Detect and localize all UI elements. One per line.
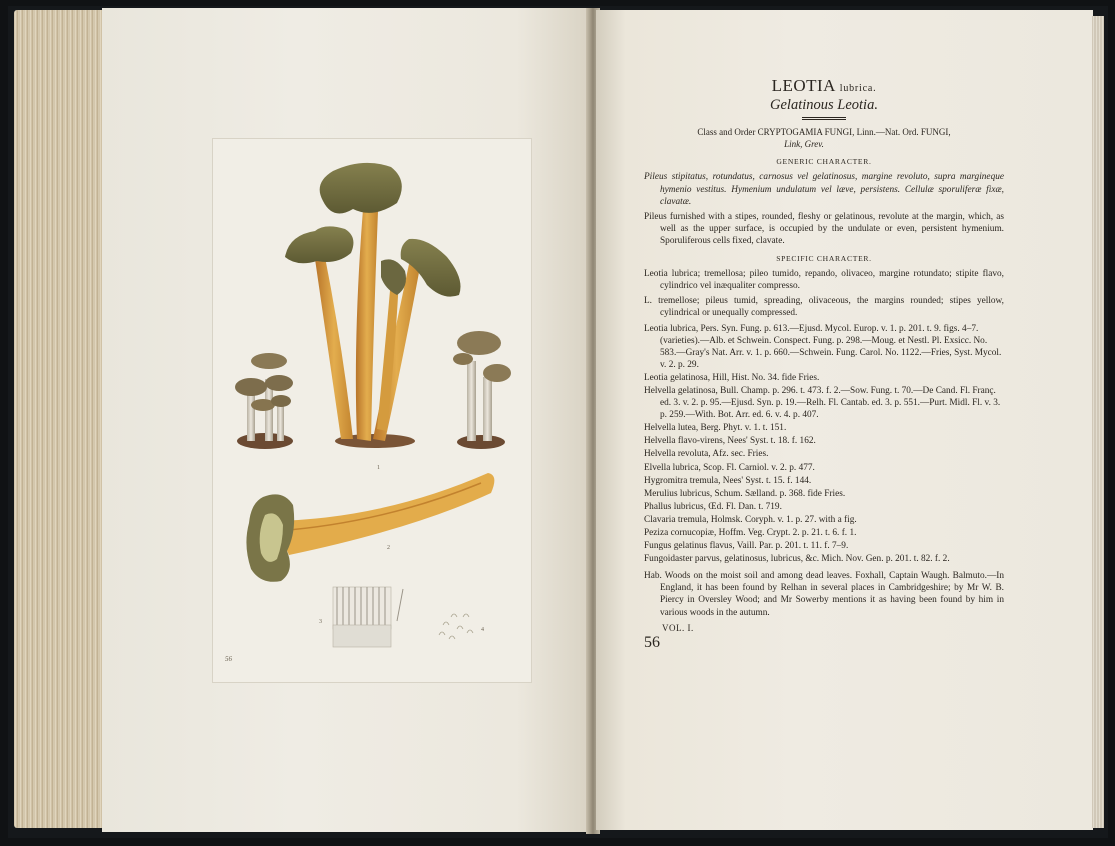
plate-number: 56 [225,655,232,663]
synonym-entry: Phallus lubricus, Œd. Fl. Dan. t. 719. [644,501,782,512]
generic-character-latin: Pileus stipitatus, rotundatus, carnosus vel gelatinosus, margine revoluto, supra margineque hymenio vestitus. Hymenium undulatum vel læve, persistens. Cellulæ sporuliferæ fixæ, clavatæ. [644,172,1004,207]
left-page [102,8,589,832]
synonym-list [644,323,1004,566]
synonym-entry: Hygromitra tremula, Nees' Syst. t. 15. f. 144. [644,475,812,486]
specific-character-heading: SPECIFIC CHARACTER. [776,254,872,264]
synonym-entry: Leotia lubrica, Pers. Syn. Fung. p. 613.—Ejusd. Mycol. Europ. v. 1. p. 201. t. 9. figs. 4–7. (varieties).—Alb. et Schwein. Conspect. Fung. p. 298.—Moug. et Nestl. Pl. Exsicc. No. 583.—Gray's Nat. Arr. v. 1. p. 660.—Schwein. Fung. Carol. No. 1122.—Fries, Syst. Mycol. v. 2. p. 29. [644,323,1002,370]
page-edges-right [1092,16,1104,828]
synonym-entry: Clavaria tremula, Holmsk. Coryph. v. 1. p. 27. with a fig. [644,514,857,525]
title-species: lubrica. [839,83,877,94]
small-cluster-right [453,331,511,449]
synonym-entry: Fungus gelatinus flavus, Vaill. Par. p. 201. t. 11. f. 7–9. [644,541,849,552]
specific-character-latin: Leotia lubrica; tremellosa; pileo tumido, repando, olivaceo, margine rotundato; stipite flavo, cylindrico vel inæqualiter compresso. [644,269,1004,292]
page-number: 56 [644,633,660,651]
synonym-entry: Helvella flavo-virens, Nees' Syst. t. 18. f. 162. [644,436,816,447]
volume-signature: VOL. I. [662,622,694,633]
class-order-line: Class and Order CRYPTOGAMIA FUNGI, Linn.—Nat. Ord. FUNGI, [697,127,951,138]
figure-label-1: 1 [377,465,380,471]
synonym-entry: Helvella lutea, Berg. Phyt. v. 1. t. 151. [644,423,787,434]
habitat-paragraph: Hab. Woods on the moist soil and among dead leaves. Foxhall, Captain Waugh. Balmuto.—In England, it has been found by Relhan in several places in Cambridgeshire; by Mr W. B. Piercy in Oversley Wood; and Mr Sowerby mentions it as having been found by him in various woods in the autumn. [644,571,1004,618]
figure-label-2: 2 [387,545,390,551]
figure-3-cells [333,587,403,647]
text-column [644,76,1004,651]
small-cluster-left [235,353,293,449]
generic-character-heading: GENERIC CHARACTER. [776,157,872,167]
generic-character-english: Pileus furnished with a stipes, rounded, fleshy or gelatinous, revolute at the margin, which, as well as the upper surface, is occupied by the undulate or even, persistent hymenium. Sporuliferous cells fixed, clavate. [644,211,1004,246]
page-edges-left [14,10,106,828]
right-page [596,10,1093,830]
title-rule [802,117,846,120]
title-genus: LEOTIA [771,76,835,95]
synonym-entry: Helvella gelatinosa, Bull. Champ. p. 296. t. 473. f. 2.—Sow. Fung. t. 70.—De Cand. Fl. Franç. ed. 3. v. 2. p. 95.—Ejusd. Syn. p. 19.—Relh. Fl. Cantab. ed. 3. p. 551.—Purt. Midl. Fl. v. 3. p. 259.—With. Bot. Arr. ed. 6. v. 4. p. 407. [644,385,1001,421]
synonym-entry: Peziza cornucopiæ, Hoffm. Veg. Crypt. 2. p. 21. t. 6. f. 1. [644,528,857,538]
figure-2-section [246,473,494,582]
figure-4-spores [439,614,473,639]
class-order-line-2: Link, Grev. [784,139,824,150]
synonym-entry: Elvella lubrica, Scop. Fl. Carniol. v. 2. p. 477. [644,462,815,473]
specific-character-english: L. tremellose; pileus tumid, spreading, olivaceous, the margins rounded; stipes yellow, cylindrical or unequally compressed. [644,296,1004,319]
botanical-plate [212,138,532,683]
page-title [644,76,1004,95]
synonym-entry: Merulius lubricus, Schum. Sælland. p. 368. fide Fries. [644,488,846,499]
figure-label-4: 4 [481,627,484,633]
synonym-entry: Fungoidaster parvus, gelatinosus, lubricus, &c. Mich. Nov. Gen. p. 201. t. 82. f. 2. [644,554,950,565]
synonym-entry: Helvella revoluta, Afz. sec. Fries. [644,449,769,460]
open-book [8,6,1108,838]
leotia-illustration [213,139,533,684]
page-subtitle: Gelatinous Leotia. [770,97,878,114]
figure-1-cluster [285,163,461,448]
figure-label-3: 3 [319,619,322,625]
synonym-entry: Leotia gelatinosa, Hill, Hist. No. 34. fide Fries. [644,372,820,383]
